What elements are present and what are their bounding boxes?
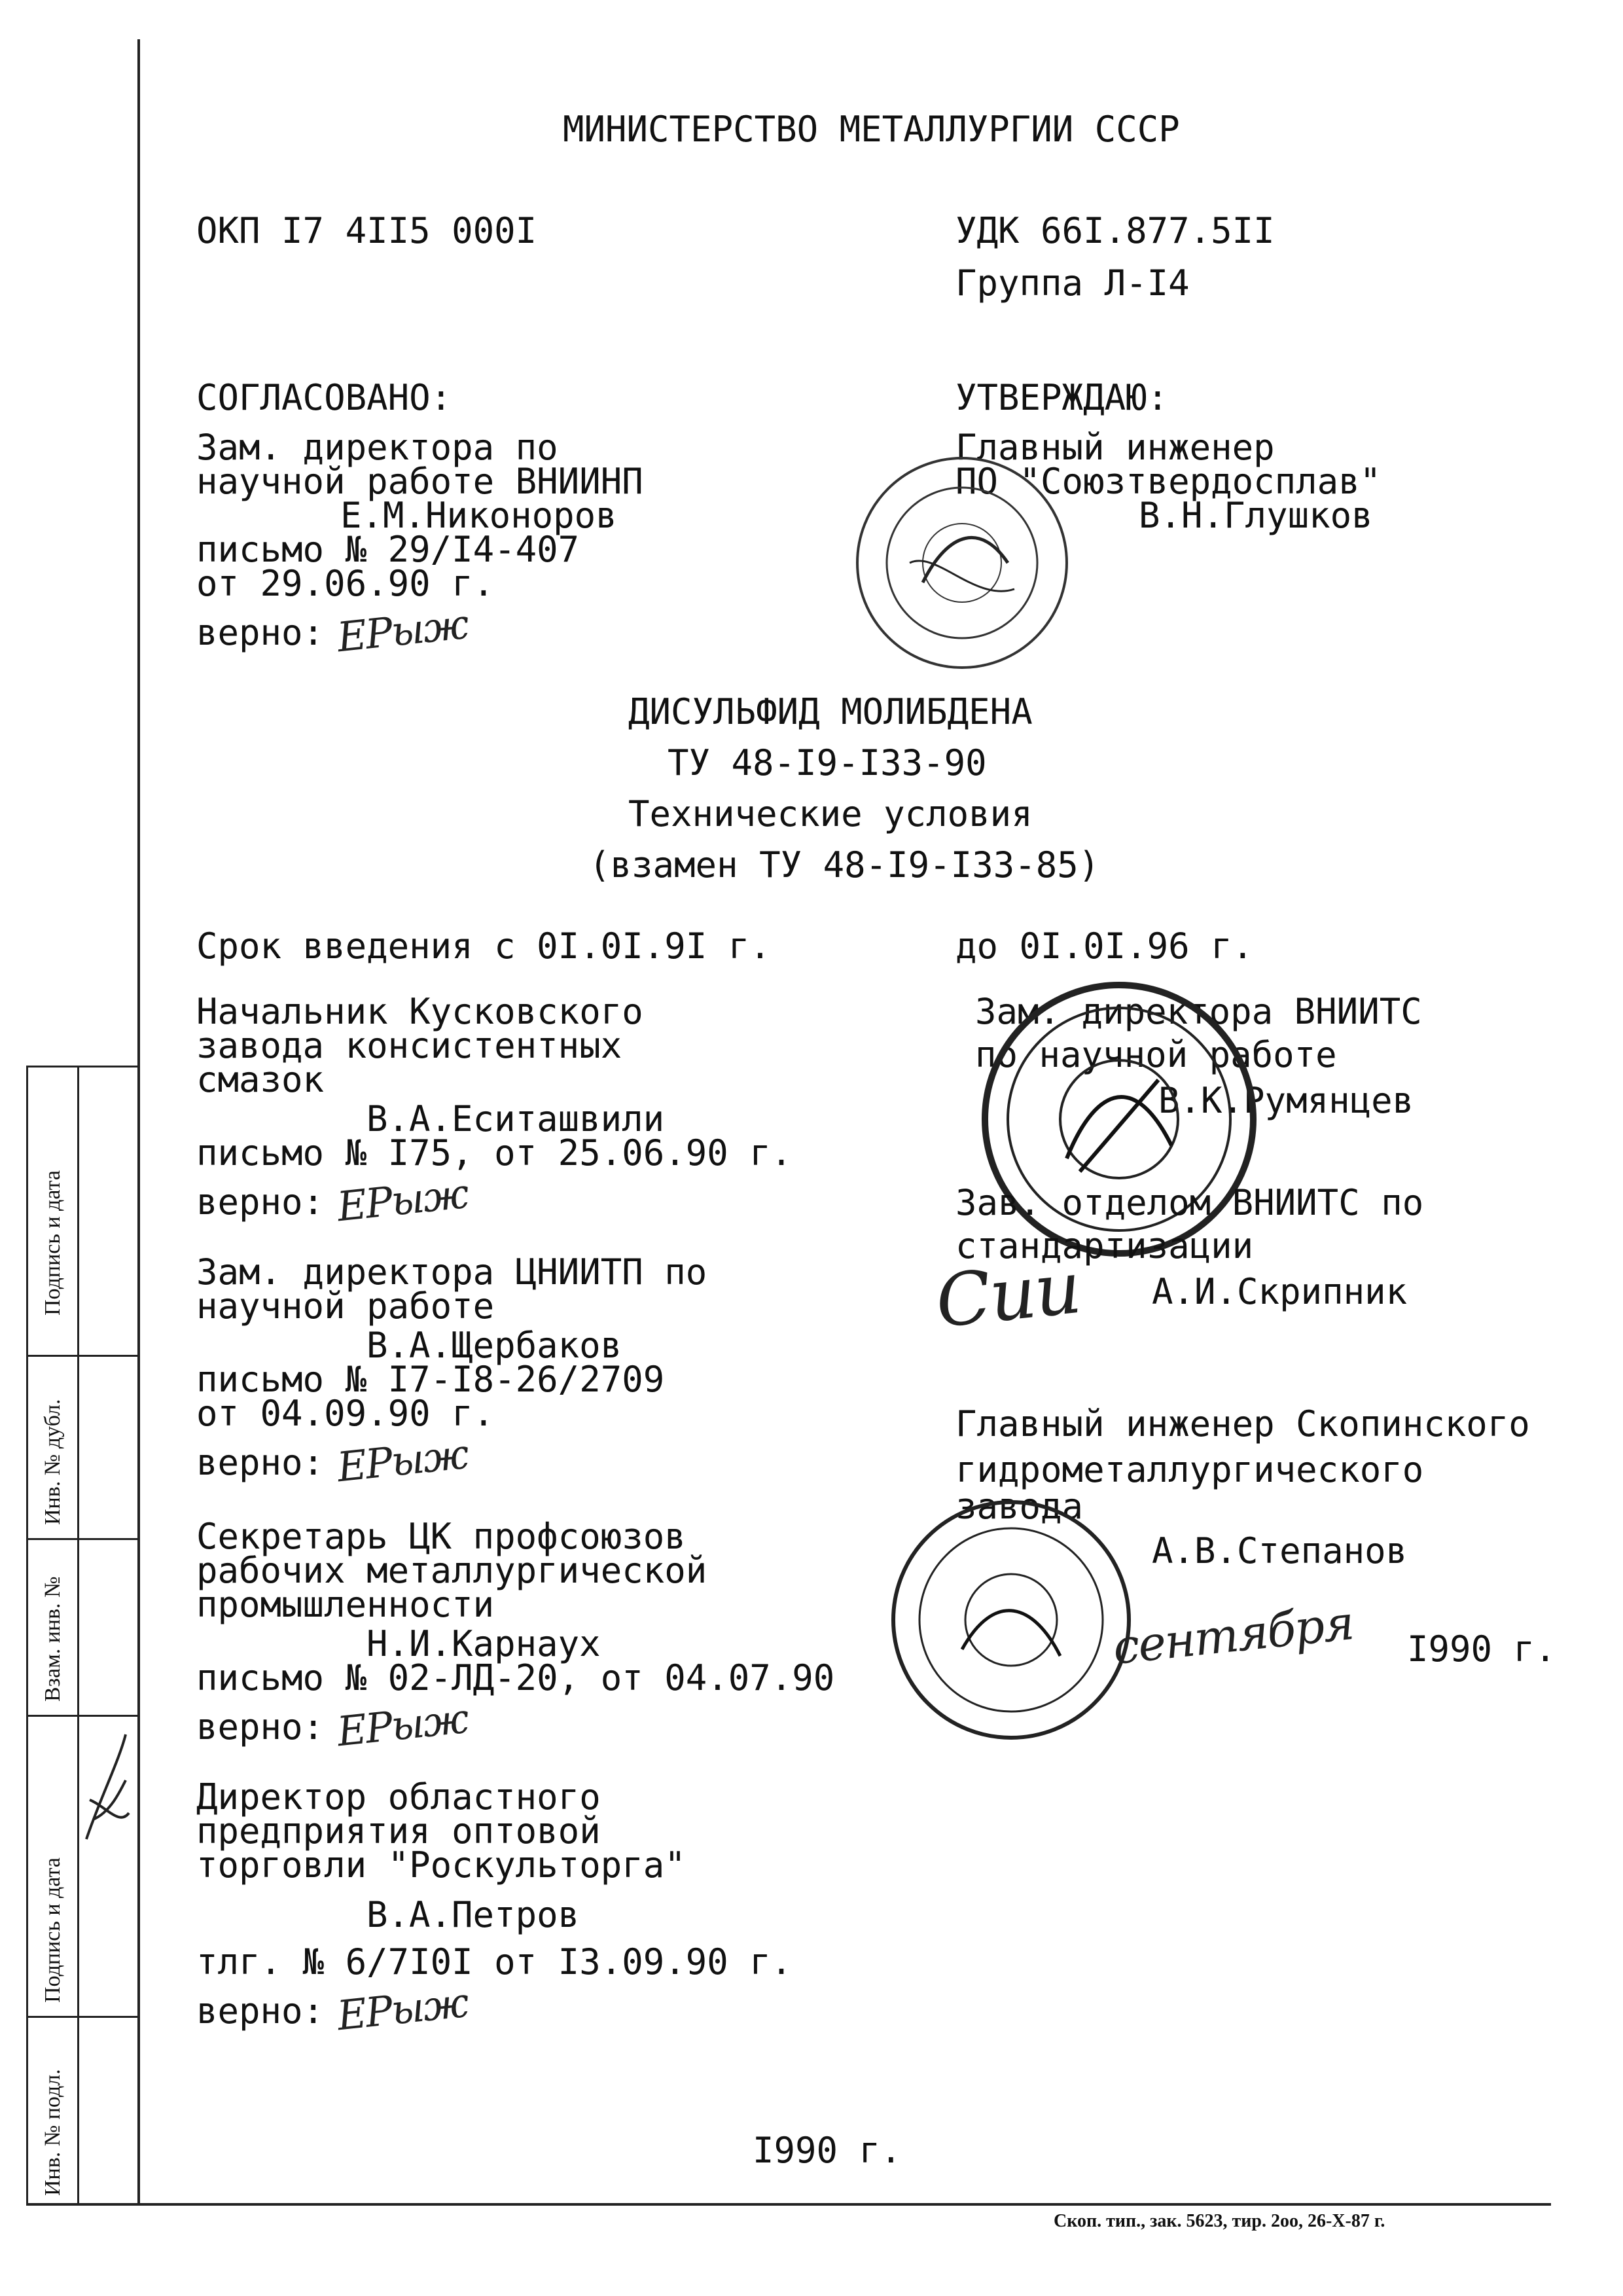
left-block-1-name: В.А.Еситашвили	[366, 1098, 665, 1139]
left-block-2-line-1: Зам. директора ЦНИИТП по	[196, 1251, 707, 1293]
left-block-2-verno: верно:	[196, 1442, 325, 1483]
document-kind: Технические условия	[628, 793, 1033, 834]
side-label-sign-date-lower: Подпись и дата	[41, 1857, 65, 2003]
left-block-3-signature: ЕРыж	[334, 1694, 471, 1756]
left-block-2-letter-line-1: письмо № I7-I8-26/2709	[196, 1359, 665, 1400]
left-block-4-line-1: Директор областного	[196, 1776, 601, 1818]
ministry-title: МИНИСТЕРСТВО МЕТАЛЛУРГИИ СССР	[563, 109, 1180, 150]
agreed-signature: ЕРыж	[334, 600, 471, 662]
side-table-inner	[77, 1067, 79, 2206]
printer-footer: Скоп. тип., зак. 5623, тир. 2оо, 26-Х-87 г.	[1054, 2211, 1385, 2231]
skopin-round-seal	[883, 1492, 1139, 1748]
left-block-1-verno: верно:	[196, 1181, 325, 1223]
vniits-std-name: А.И.Скрипник	[1152, 1271, 1408, 1312]
vniits-std-signature: Сии	[931, 1245, 1084, 1344]
left-block-1-letter: письмо № I75, от 25.06.90 г.	[196, 1132, 793, 1174]
agreed-letter-line-1: письмо № 29/I4-407	[196, 529, 580, 570]
left-block-4-line-2: предприятия оптовой	[196, 1810, 601, 1852]
agreed-name: Е.М.Никоноров	[340, 495, 617, 536]
approve-name: В.Н.Глушков	[1139, 495, 1373, 536]
left-block-1-line-1: Начальник Кусковского	[196, 991, 643, 1032]
side-label-inv-podl: Инв. № подл.	[41, 2069, 65, 2196]
agreed-verno: верно:	[196, 612, 325, 653]
left-block-2-signature: ЕРыж	[334, 1429, 471, 1492]
left-block-2-name: В.А.Щербаков	[366, 1325, 622, 1366]
udk-code: УДК 66I.877.5II	[955, 210, 1275, 251]
skopin-name: А.В.Степанов	[1152, 1530, 1408, 1571]
approve-position-line-2: ПО "Союзтвердосплав"	[955, 461, 1382, 502]
left-block-4-name: В.А.Петров	[366, 1894, 580, 1935]
left-block-3-line-1: Секретарь ЦК профсоюзов	[196, 1516, 686, 1557]
replaces-tu: (взамен ТУ 48-I9-I33-85)	[589, 844, 1100, 886]
agreed-position-line-2: научной работе ВНИИНП	[196, 461, 643, 502]
vniits-head-line-2: по научной работе	[975, 1034, 1337, 1075]
side-label-inv-dubl: Инв. № дубл.	[41, 1399, 65, 1525]
vniits-std-line-1: Зав. отделом ВНИИТС по	[955, 1182, 1424, 1223]
left-block-2-line-2: научной работе	[196, 1285, 495, 1327]
skopin-line-1: Главный инженер Скопинского	[955, 1403, 1530, 1444]
left-block-kuskovo	[196, 991, 793, 1231]
frame-left-border	[137, 39, 140, 2206]
agreed-heading: СОГЛАСОВАНО:	[196, 377, 452, 418]
agreed-letter-line-2: от 29.06.90 г.	[196, 563, 495, 604]
product-title: ДИСУЛЬФИД МОЛИБДЕНА	[628, 691, 1033, 732]
side-table-outer	[26, 1067, 28, 2206]
side-signature	[80, 1721, 136, 1852]
side-label-sign-date-upper: Подпись и дата	[41, 1170, 65, 1316]
left-block-3-line-3: промышленности	[196, 1584, 495, 1625]
okp-code: ОКП I7 4II5 000I	[196, 210, 537, 251]
agreed-block	[196, 377, 643, 662]
left-block-roskultorg	[196, 1776, 793, 2040]
group-code: Группа Л-I4	[955, 262, 1190, 304]
approve-round-seal	[851, 452, 1073, 674]
left-block-4-signature: ЕРыж	[334, 1978, 471, 2040]
left-block-2-verno-row	[196, 1429, 707, 1492]
term-from: Срок введения с 0I.0I.9I г.	[196, 925, 771, 967]
tu-number: ТУ 48-I9-I33-90	[668, 742, 987, 783]
skopin-year: I990 г.	[1407, 1628, 1556, 1670]
left-block-1-verno-row	[196, 1169, 792, 1231]
vniits-head-name: В.К.Румянцев	[1158, 1080, 1414, 1121]
left-block-tsk-profsoyuz	[196, 1516, 835, 1756]
frame-bottom-border	[26, 2203, 1551, 2206]
left-block-3-name: Н.И.Карнаух	[366, 1623, 601, 1664]
side-label-vzam-inv: Взам. инв. №	[41, 1576, 65, 1702]
side-table-top	[26, 1066, 139, 1067]
left-block-4-line-3: торговли "Роскульторга"	[196, 1844, 686, 1886]
side-table-sep2	[26, 1538, 139, 1540]
vniits-head-line-1: Зам. директора ВНИИТС	[975, 991, 1422, 1032]
left-block-4-letter: тлг. № 6/7I0I от I3.09.90 г.	[196, 1941, 793, 1982]
bottom-year: I990 г.	[753, 2130, 902, 2171]
left-block-3-verno-row	[196, 1694, 834, 1756]
agreed-position-line-1: Зам. директора по	[196, 427, 558, 468]
skopin-line-3: завода	[955, 1486, 1084, 1527]
left-block-4-verno: верно:	[196, 1990, 325, 2032]
left-block-1-line-2: завода консистентных	[196, 1025, 622, 1066]
approve-heading: УТВЕРЖДАЮ:	[955, 377, 1169, 418]
term-to: до 0I.0I.96 г.	[955, 925, 1254, 967]
left-block-1-line-3: смазок	[196, 1059, 325, 1100]
left-block-3-letter: письмо № 02-ЛД-20, от 04.07.90	[196, 1657, 835, 1698]
vniits-std-line-2: стандартизации	[955, 1225, 1254, 1266]
left-block-tsniitp	[196, 1251, 707, 1492]
side-table-sep1	[26, 1355, 139, 1357]
side-table-sep3	[26, 1715, 139, 1717]
left-block-4-verno-row	[196, 1978, 792, 2040]
skopin-line-2: гидрометаллургического	[955, 1449, 1424, 1490]
skopin-month-signature: сентября	[1110, 1594, 1356, 1676]
left-block-3-verno: верно:	[196, 1706, 325, 1748]
agreed-verno-row	[196, 600, 643, 662]
left-block-1-signature: ЕРыж	[334, 1169, 471, 1231]
approve-position-line-1: Главный инженер	[955, 427, 1275, 468]
left-block-2-letter-line-2: от 04.09.90 г.	[196, 1393, 495, 1434]
left-block-3-line-2: рабочих металлургической	[196, 1550, 707, 1591]
side-table-sep4	[26, 2016, 139, 2018]
